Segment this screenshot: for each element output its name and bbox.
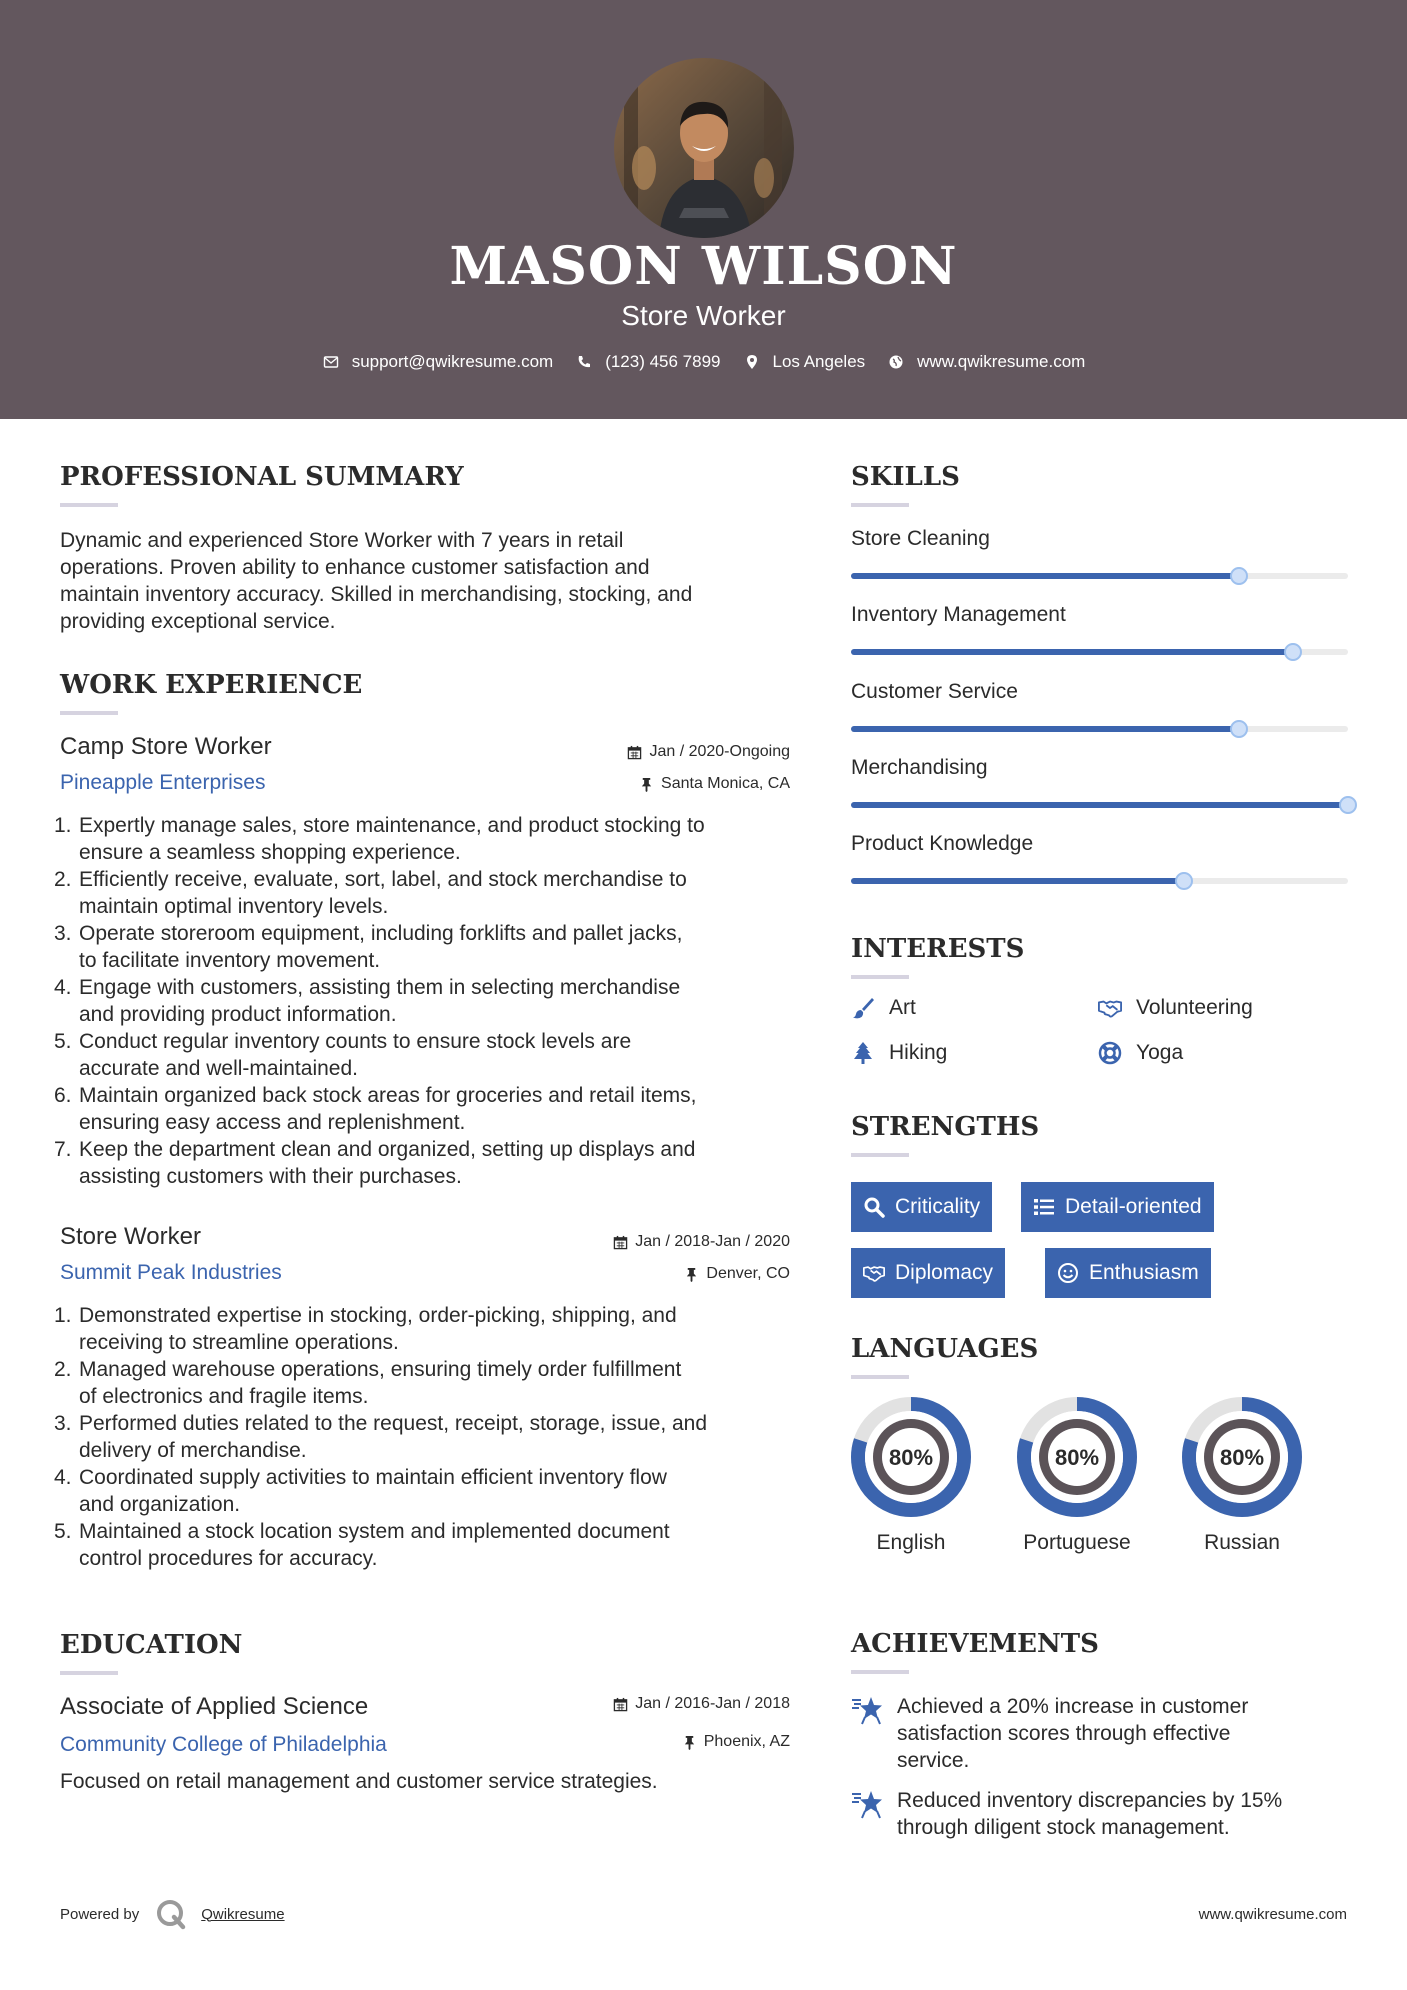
strengths-underline [851,1153,909,1157]
education-underline [60,1671,118,1675]
skills-underline [851,503,909,507]
list-item: 3. Performed duties related to the request, receipt, storage, issue, and delivery of merchandise. [54,1412,708,1462]
summary-text [60,527,800,635]
skill-bar-fill [851,878,1184,884]
contact-email[interactable]: support@qwikresume.com [351,352,554,371]
search-icon [863,1196,885,1218]
calendar-icon [627,745,642,760]
list-item: 7. Keep the department clean and organized, setting up displays and assisting customers with their purchases. [54,1138,696,1188]
envelope-icon [322,353,340,371]
summary-underline [60,503,118,507]
summary-line: maintain inventory accuracy. Skilled in merchandising, stocking, and [60,583,693,606]
life-ring-icon [1098,1041,1122,1065]
skill-bar [851,878,1348,884]
skill-label: Store Cleaning [851,527,990,550]
language-name: Portuguese [1023,1531,1131,1554]
summary-heading: PROFESSIONAL SUMMARY [60,462,464,492]
language-percent: 80% [888,1445,934,1470]
interests-heading: INTERESTS [851,934,1025,964]
phone-icon [575,353,593,371]
interest-item [1098,996,1253,1020]
contact-website[interactable]: www.qwikresume.com [917,352,1086,371]
star-ribbon-icon [851,1695,883,1725]
language-percent: 80% [1054,1445,1100,1470]
skill-bar [851,726,1348,732]
education-location [480,1733,790,1751]
skill-bar-fill [851,726,1239,732]
footer-website[interactable]: www.qwikresume.com [1198,1906,1347,1923]
smile-icon [1057,1262,1079,1284]
job-location-text: Denver, CO [706,1265,790,1282]
list-item: 1. Demonstrated expertise in stocking, order-picking, shipping, and receiving to streamline operations. [54,1304,677,1354]
job-location-text: Santa Monica, CA [661,775,790,792]
education-location-text: Phoenix, AZ [703,1733,790,1750]
achievements-heading: ACHIEVEMENTS [851,1629,1099,1659]
list-item: 5. Conduct regular inventory counts to ensure stock levels are accurate and well-maintained. [54,1030,632,1080]
skill-bar-fill [851,649,1293,655]
skill-bar-knob [1175,872,1193,890]
pin-icon [682,1735,697,1750]
job-title: Store Worker [60,1223,201,1250]
skill-bar-fill [851,802,1348,808]
interest-label: Yoga [1136,1041,1184,1064]
strength-label: Criticality [895,1195,981,1218]
job-date-text: Jan / 2018-Jan / 2020 [635,1233,790,1250]
language-item [1180,1395,1304,1556]
achievement-item [851,1693,1248,1774]
education-date [480,1695,790,1713]
job-location [480,775,790,793]
list-item: 1. Expertly manage sales, store maintenance, and product stocking to ensure a seamless shopping experience. [54,814,705,864]
language-item [1015,1395,1139,1556]
languages-underline [851,1375,909,1379]
list-item: 4. Engage with customers, assisting them in selecting merchandise and providing product information. [54,976,681,1026]
star-ribbon-icon [851,1789,883,1819]
skill-label: Merchandising [851,756,988,779]
language-donut [1015,1395,1139,1519]
calendar-icon [613,1697,628,1712]
strength-badge [851,1182,992,1232]
strengths-heading: STRENGTHS [851,1112,1040,1142]
skill-label: Product Knowledge [851,832,1034,855]
language-donut [1180,1395,1304,1519]
skill-label: Inventory Management [851,603,1066,626]
interest-item [851,996,916,1020]
education-heading: EDUCATION [60,1630,243,1660]
skill-bar-knob [1230,567,1248,585]
strength-label: Enthusiasm [1089,1261,1199,1284]
interest-item [1098,1041,1183,1065]
handshake-icon [863,1262,885,1284]
candidate-name: MASON WILSON [449,236,958,297]
job-company: Pineapple Enterprises [60,771,266,794]
education-date-text: Jan / 2016-Jan / 2018 [635,1695,790,1712]
interest-item [851,1041,947,1065]
education-description: Focused on retail management and customer service strategies. [60,1770,658,1793]
skill-bar-fill [851,573,1239,579]
strength-badge [851,1248,1005,1298]
strength-badge [1021,1182,1214,1232]
list-item: 2. Efficiently receive, evaluate, sort, label, and stock merchandise to maintain optimal inventory levels. [54,868,687,918]
list-item: 4. Coordinated supply activities to maintain efficient inventory flow and organization. [54,1466,667,1516]
pin-icon [684,1267,699,1282]
job-company: Summit Peak Industries [60,1261,282,1284]
job-date-text: Jan / 2020-Ongoing [649,743,790,760]
job-location [480,1265,790,1283]
skill-bar-knob [1339,796,1357,814]
paint-brush-icon [851,996,875,1020]
interests-underline [851,975,909,979]
job-date [480,743,790,761]
strength-label: Diplomacy [895,1261,994,1284]
language-percent: 80% [1219,1445,1265,1470]
tree-icon [851,1041,875,1065]
achievement-text: Achieved a 20% increase in customer satisfaction scores through effective service. [897,1695,1249,1772]
interest-label: Hiking [889,1041,948,1064]
globe-icon [887,353,905,371]
profile-photo [614,58,794,238]
degree-title: Associate of Applied Science [60,1693,369,1720]
calendar-icon [613,1235,628,1250]
pin-icon [639,777,654,792]
list-item: 2. Managed warehouse operations, ensuring timely order fulfillment of electronics and fragile items. [54,1358,682,1408]
contact-location: Los Angeles [772,352,866,371]
summary-line: operations. Proven ability to enhance customer satisfaction and [60,556,650,579]
skill-bar [851,802,1348,808]
experience-heading: WORK EXPERIENCE [60,670,363,700]
powered-by-label: Powered by [60,1905,140,1923]
candidate-title: Store Worker [621,300,786,331]
list-item: 5. Maintained a stock location system and implemented document control procedures for accuracy. [54,1520,670,1570]
list-icon [1033,1196,1055,1218]
interest-label: Art [889,996,916,1019]
language-donut [849,1395,973,1519]
strength-badge [1045,1248,1211,1298]
skills-heading: SKILLS [851,462,960,492]
job-date [480,1233,790,1251]
list-item: 3. Operate storeroom equipment, including forklifts and pallet jacks, to facilitate inventory movement. [54,922,683,972]
achievements-underline [851,1670,909,1674]
skill-bar [851,573,1348,579]
school-name: Community College of Philadelphia [60,1733,387,1756]
qwikresume-logo-icon [155,1898,187,1930]
contact-phone[interactable]: (123) 456 7899 [605,352,721,371]
languages-heading: LANGUAGES [851,1334,1039,1364]
list-item: 6. Maintain organized back stock areas for groceries and retail items, ensuring easy access and replenishment. [54,1084,697,1134]
language-name: Russian [1204,1531,1280,1554]
strength-label: Detail-oriented [1065,1195,1202,1218]
language-item [849,1395,973,1556]
skill-bar-knob [1284,643,1302,661]
language-name: English [876,1531,946,1554]
handshake-icon [1098,996,1122,1020]
job-responsibilities [54,1302,800,1572]
achievement-item [851,1787,1282,1841]
skill-bar [851,649,1348,655]
achievement-text: Reduced inventory discrepancies by 15% through diligent stock management. [897,1789,1283,1839]
job-title: Camp Store Worker [60,733,272,760]
powered-by [60,1898,285,1930]
summary-line: Dynamic and experienced Store Worker with 7 years in retail [60,529,624,552]
job-responsibilities [54,812,800,1190]
resume-header [0,0,1407,419]
skill-label: Customer Service [851,680,1018,703]
map-marker-icon [743,353,761,371]
qwikresume-link[interactable]: Qwikresume [201,1905,285,1923]
contact-bar [0,352,1407,372]
interest-label: Volunteering [1136,996,1253,1019]
experience-underline [60,711,118,715]
skill-bar-knob [1230,720,1248,738]
summary-line: providing exceptional service. [60,610,336,633]
